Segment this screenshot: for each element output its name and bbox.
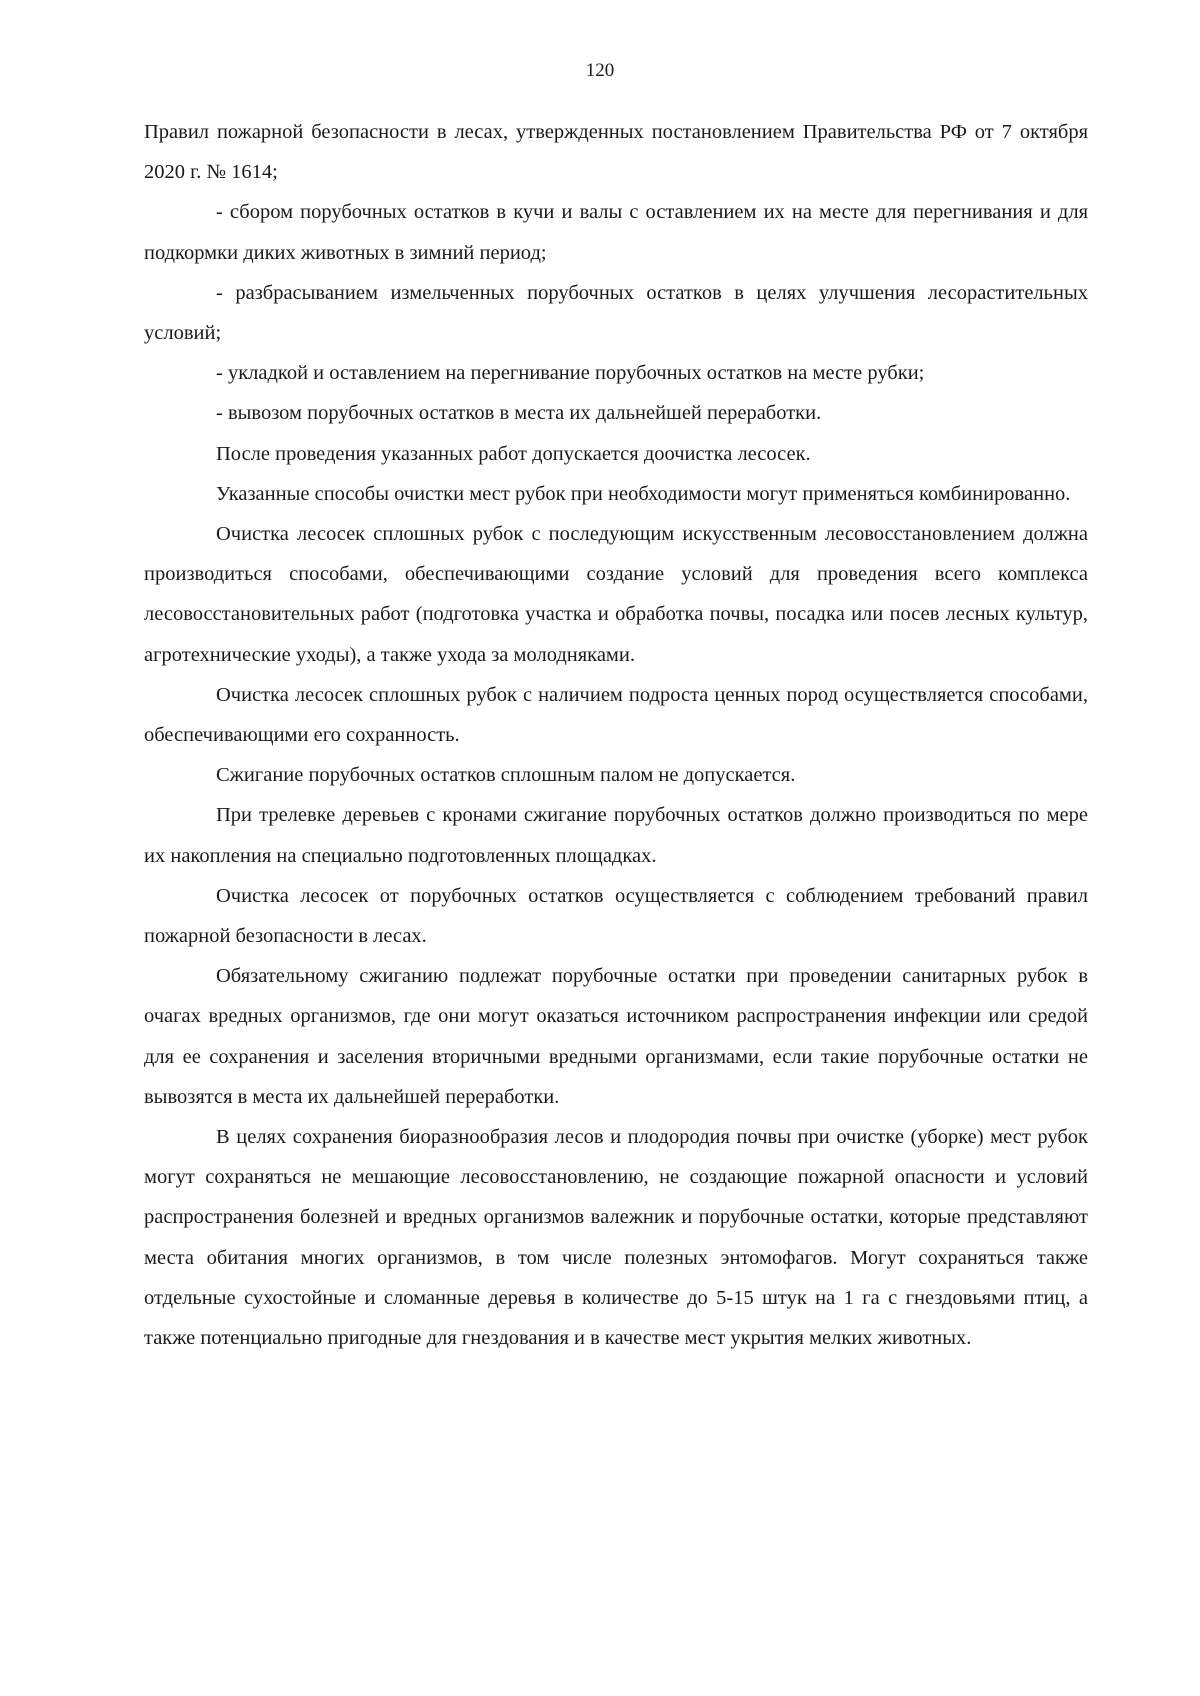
paragraph: - сбором порубочных остатков в кучи и валы с оставлением их на месте для перегнивания и для подкормки диких животных в зимний период; <box>144 201 1088 264</box>
paragraph: - вывозом порубочных остатков в места их дальнейшей переработки. <box>216 402 822 425</box>
paragraph: При трелевке деревьев с кронами сжигание порубочных остатков должно производиться по мере их накопления на специально подготовленных площадках. <box>144 804 1088 867</box>
paragraph: Очистка лесосек от порубочных остатков осуществляется с соблюдением требований правил пожарной безопасности в лесах. <box>144 884 1088 948</box>
paragraph: Очистка лесосек сплошных рубок с наличием подроста ценных пород осуществляется способами, обеспечивающими его сохранность. <box>144 683 1088 747</box>
paragraph: - укладкой и оставлением на перегнивание порубочных остатков на месте рубки; <box>216 362 925 385</box>
paragraph: Очистка лесосек сплошных рубок с последующим искусственным лесовосстановлением должна производиться способами, обеспечивающими создание условий для проведения всего комплекса лесовосстановительных работ (подготовка участка и обработка почвы, посадка или посев лесных культур, агротехнические уходы), а также ухода за молодняками. <box>144 523 1088 666</box>
paragraph: - разбрасыванием измельченных порубочных остатков в целях улучшения лесорастительных условий; <box>144 281 1088 345</box>
paragraph: Сжигание порубочных остатков сплошным палом не допускается. <box>216 764 796 787</box>
body-text <box>144 112 1088 1358</box>
paragraph: Обязательному сжиганию подлежат порубочные остатки при проведении санитарных рубок в очагах вредных организмов, где они могут оказаться источником распространения инфекции или средой для ее сохранения и заселения вторичными вредными организмами, если такие порубочные остатки не вывозятся в места их дальнейшей переработки. <box>144 965 1088 1108</box>
paragraph: Указанные способы очистки мест рубок при необходимости могут применяться комбинированно. <box>216 482 1071 505</box>
paragraph: В целях сохранения биоразнообразия лесов и плодородия почвы при очистке (уборке) мест рубок могут сохраняться не мешающие лесовосстановлению, не создающие пожарной опасности и условий распространения болезней и вредных организмов валежник и порубочные остатки, которые представляют места обитания многих организмов, в том числе полезных энтомофагов. Могут сохраняться также отдельные сухостойные и сломанные деревья в количестве до 5-15 штук на 1 га с гнездовьями птиц, а также потенциально пригодные для гнездования и в качестве мест укрытия мелких животных. <box>144 1126 1088 1350</box>
page-number: 120 <box>585 60 615 81</box>
paragraph: После проведения указанных работ допускается доочистка лесосек. <box>216 442 811 465</box>
paragraph: Правил пожарной безопасности в лесах, утвержденных постановлением Правительства РФ от 7 октября 2020 г. № 1614; <box>144 121 1088 184</box>
